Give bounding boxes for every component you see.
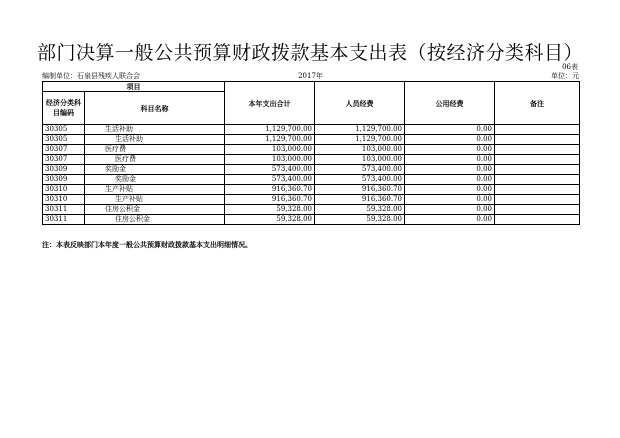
row-public: 0.00	[405, 155, 495, 165]
row-public: 0.00	[405, 145, 495, 155]
row-remark	[495, 125, 580, 135]
table-row	[43, 205, 580, 215]
row-remark	[495, 165, 580, 175]
row-public: 0.00	[405, 175, 495, 185]
row-name: 奖励金	[85, 165, 225, 175]
form-number: 06表	[562, 63, 578, 71]
expenditure-table	[42, 81, 580, 225]
table-row	[43, 165, 580, 175]
row-personnel: 1,129,700.00	[315, 135, 405, 145]
row-code: 30309	[43, 175, 85, 185]
row-code: 30305	[43, 125, 85, 135]
row-remark	[495, 175, 580, 185]
row-personnel: 1,129,700.00	[315, 125, 405, 135]
row-remark	[495, 135, 580, 145]
row-personnel: 573,400.00	[315, 165, 405, 175]
row-name: 生活补助	[85, 125, 225, 135]
row-public: 0.00	[405, 185, 495, 195]
row-total: 916,360.70	[225, 185, 315, 195]
row-total: 103,000.00	[225, 145, 315, 155]
compiling-unit: 编制单位：石泉县残疾人联合会	[42, 72, 140, 80]
row-code: 30307	[43, 155, 85, 165]
row-total: 59,328.00	[225, 205, 315, 215]
header-total: 本年支出合计	[225, 82, 315, 125]
row-public: 0.00	[405, 135, 495, 145]
header-public: 公用经费	[405, 82, 495, 125]
footnote: 注：本表反映部门本年度一般公共预算财政拨款基本支出明细情况。	[42, 240, 252, 249]
row-name: 医疗费	[85, 145, 225, 155]
row-code: 30311	[43, 215, 85, 225]
header-code: 经济分类科目编码	[43, 92, 85, 125]
row-remark	[495, 185, 580, 195]
row-personnel: 573,400.00	[315, 175, 405, 185]
row-personnel: 59,328.00	[315, 215, 405, 225]
row-public: 0.00	[405, 215, 495, 225]
table-row	[43, 125, 580, 135]
row-code: 30305	[43, 135, 85, 145]
row-name: 住房公积金	[85, 205, 225, 215]
row-name: 生产补贴	[85, 185, 225, 195]
row-code: 30307	[43, 145, 85, 155]
row-name: 生产补贴	[85, 195, 225, 205]
row-remark	[495, 155, 580, 165]
table-row	[43, 135, 580, 145]
row-total: 916,360.70	[225, 195, 315, 205]
row-total: 1,129,700.00	[225, 135, 315, 145]
row-public: 0.00	[405, 205, 495, 215]
table-row	[43, 175, 580, 185]
table-row	[43, 155, 580, 165]
row-personnel: 59,328.00	[315, 205, 405, 215]
report-title: 部门决算一般公共预算财政拨款基本支出表（按经济分类科目）	[36, 42, 583, 64]
row-name: 生活补助	[85, 135, 225, 145]
report-meta	[42, 71, 579, 81]
row-remark	[495, 145, 580, 155]
row-total: 59,328.00	[225, 215, 315, 225]
row-personnel: 103,000.00	[315, 145, 405, 155]
row-personnel: 916,360.70	[315, 185, 405, 195]
row-public: 0.00	[405, 165, 495, 175]
row-name: 奖励金	[85, 175, 225, 185]
row-total: 573,400.00	[225, 175, 315, 185]
header-remark: 备注	[495, 82, 580, 125]
row-total: 103,000.00	[225, 155, 315, 165]
row-personnel: 103,000.00	[315, 155, 405, 165]
row-total: 573,400.00	[225, 165, 315, 175]
table-row	[43, 215, 580, 225]
row-code: 30310	[43, 185, 85, 195]
header-project: 项目	[43, 82, 225, 92]
row-personnel: 916,360.70	[315, 195, 405, 205]
table-row	[43, 145, 580, 155]
currency-unit: 单位：元	[551, 72, 579, 80]
row-total: 1,129,700.00	[225, 125, 315, 135]
row-public: 0.00	[405, 125, 495, 135]
row-public: 0.00	[405, 195, 495, 205]
row-remark	[495, 195, 580, 205]
row-name: 医疗费	[85, 155, 225, 165]
report-year: 2017年	[298, 72, 323, 80]
row-code: 30311	[43, 205, 85, 215]
row-remark	[495, 205, 580, 215]
header-personnel: 人员经费	[315, 82, 405, 125]
row-name: 住房公积金	[85, 215, 225, 225]
header-name: 科目名称	[85, 92, 225, 125]
table-body	[43, 125, 580, 225]
row-code: 30309	[43, 165, 85, 175]
table-row	[43, 195, 580, 205]
table-row	[43, 185, 580, 195]
row-code: 30310	[43, 195, 85, 205]
row-remark	[495, 215, 580, 225]
